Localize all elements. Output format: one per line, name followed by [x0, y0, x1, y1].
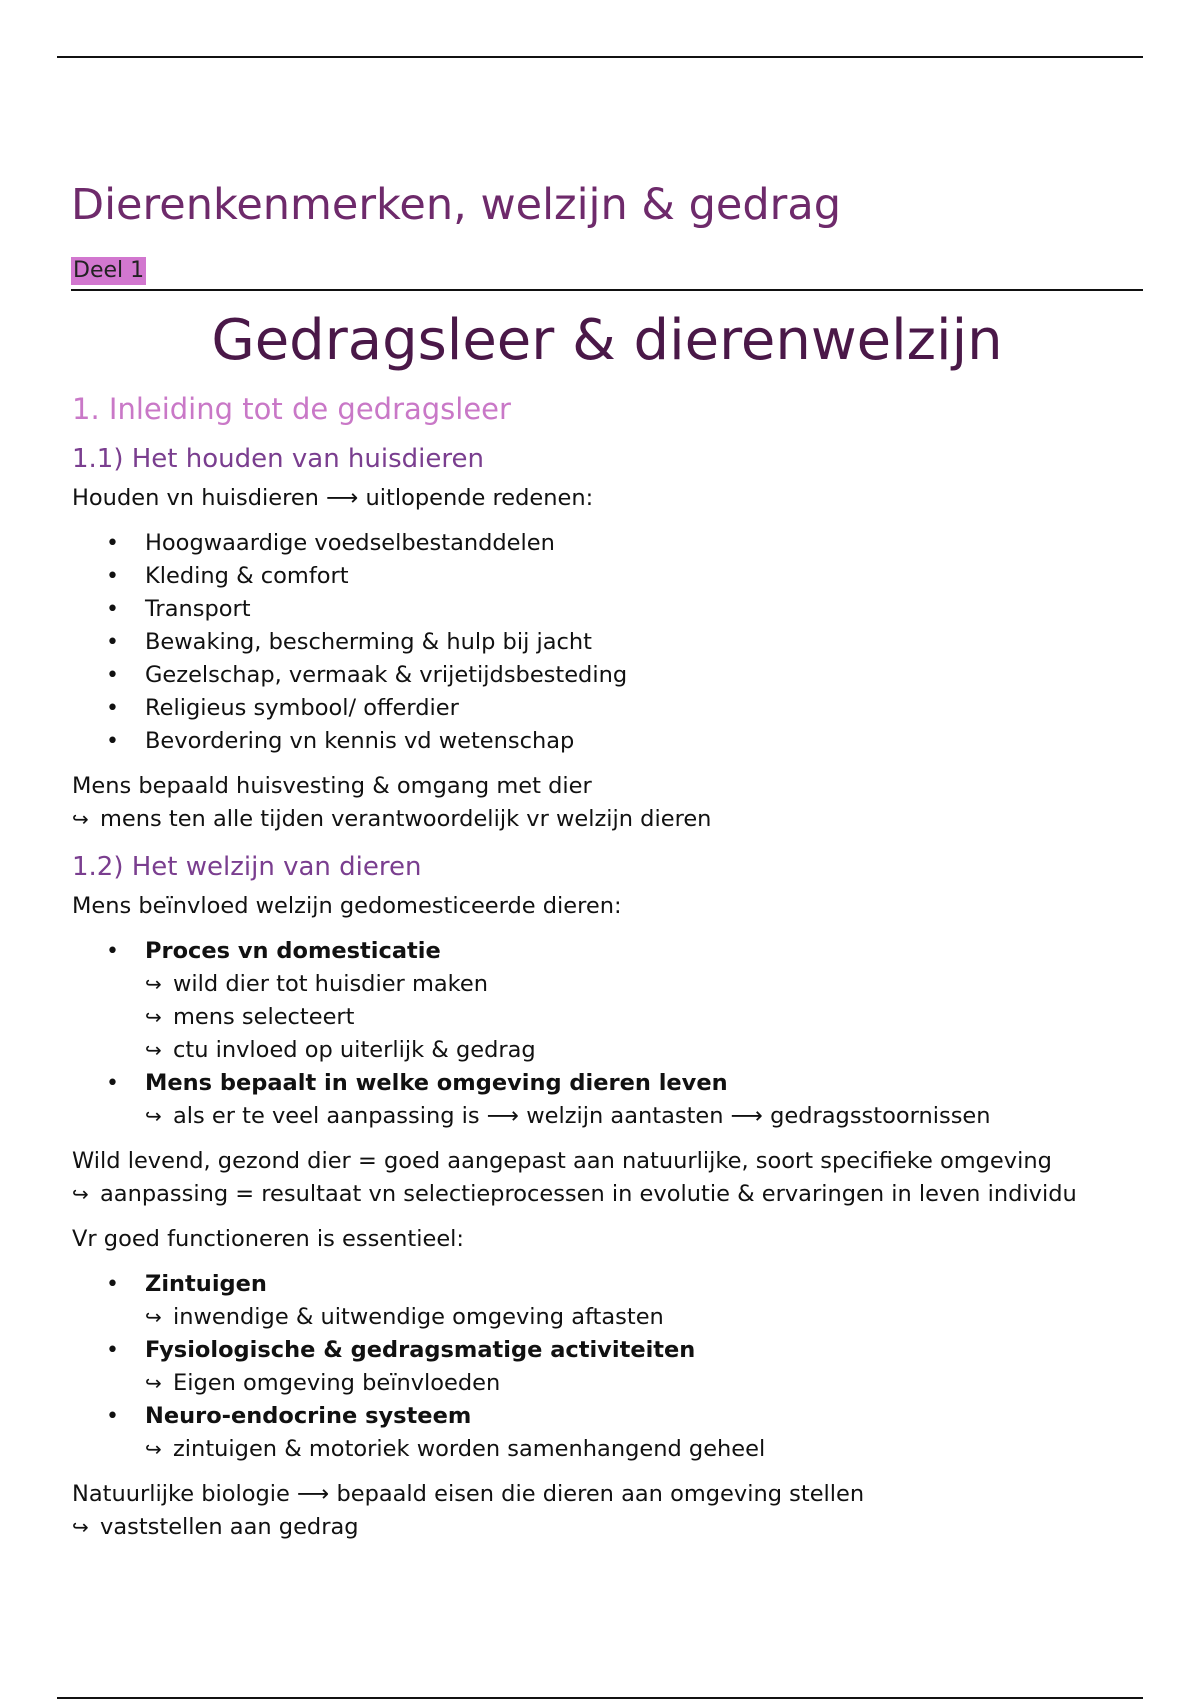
- list-item: • Fysiologische & gedragsmatige activiteiten ↪ Eigen omgeving beïnvloeden: [72, 1334, 1142, 1400]
- arrow-hook-icon: ↪: [145, 1005, 162, 1029]
- influence-list: [72, 935, 1142, 1133]
- bullet-icon: •: [106, 597, 119, 622]
- main-title: Gedragsleer & dierenwelzijn: [211, 308, 1003, 373]
- paragraph: Vr goed functioneren is essentieel:: [72, 1226, 464, 1252]
- bullet-icon: •: [106, 1338, 119, 1363]
- reasons-list: [72, 527, 1142, 758]
- arrow-hook-icon: ↪: [145, 1104, 162, 1128]
- bullet-icon: •: [106, 531, 119, 556]
- arrow-hook-icon: ↪: [145, 1305, 162, 1329]
- list-item: • Zintuigen ↪ inwendige & uitwendige omgeving aftasten: [72, 1268, 1142, 1334]
- bullet-icon: •: [106, 1071, 119, 1096]
- bullet-icon: •: [106, 564, 119, 589]
- bullet-icon: •: [106, 729, 119, 754]
- part-label-highlight: Deel 1: [73, 258, 145, 283]
- list-item: • Mens bepaalt in welke omgeving dieren leven ↪ als er te veel aanpassing is ⟶ welzijn aantasten ⟶ gedragsstoornissen: [72, 1067, 1142, 1133]
- paragraph: Mens beïnvloed welzijn gedomesticeerde dieren:: [72, 893, 622, 919]
- list-item: • Transport: [72, 593, 1142, 626]
- arrow-hook-icon: ↪: [145, 1437, 162, 1461]
- bullet-icon: •: [106, 663, 119, 688]
- bullet-icon: •: [106, 630, 119, 655]
- list-item: • Religieus symbool/ offerdier: [72, 692, 1142, 725]
- list-item: • Neuro-endocrine systeem ↪ zintuigen & motoriek worden samenhangend geheel: [72, 1400, 1142, 1466]
- arrow-hook-icon: ↪: [72, 1515, 89, 1539]
- list-item: • Bewaking, bescherming & hulp bij jacht: [72, 626, 1142, 659]
- title-rule: [71, 289, 1143, 291]
- paragraph: Natuurlijke biologie ⟶ bepaald eisen die dieren aan omgeving stellen ↪ vaststellen aan gedrag: [72, 1478, 1142, 1544]
- document-body: [72, 390, 1142, 1556]
- bullet-icon: •: [106, 1272, 119, 1297]
- essentials-list: [72, 1268, 1142, 1466]
- arrow-hook-icon: ↪: [145, 972, 162, 996]
- bullet-icon: •: [106, 939, 119, 964]
- subsection-heading-1-1: 1.1) Het houden van huisdieren: [72, 444, 484, 474]
- subsection-heading-1-2: 1.2) Het welzijn van dieren: [72, 852, 422, 882]
- header-rule: [57, 56, 1143, 58]
- arrow-hook-icon: ↪: [72, 1182, 89, 1206]
- arrow-hook-icon: ↪: [145, 1371, 162, 1395]
- list-item: • Hoogwaardige voedselbestanddelen: [72, 527, 1142, 560]
- document-title: Dierenkenmerken, welzijn & gedrag: [71, 180, 841, 230]
- list-item: • Bevordering vn kennis vd wetenschap: [72, 725, 1142, 758]
- arrow-hook-icon: ↪: [145, 1038, 162, 1062]
- list-item: • Gezelschap, vermaak & vrijetijdsbesteding: [72, 659, 1142, 692]
- arrow-hook-icon: ↪: [72, 807, 89, 831]
- bullet-icon: •: [106, 696, 119, 721]
- list-item: • Kleding & comfort: [72, 560, 1142, 593]
- paragraph: Wild levend, gezond dier = goed aangepast aan natuurlijke, soort specifieke omgeving ↪ aanpassing = resultaat vn selectieprocessen in evolutie & ervaringen in leven individu: [72, 1145, 1142, 1211]
- paragraph: Houden vn huisdieren ⟶ uitlopende redenen:: [72, 485, 594, 511]
- bullet-icon: •: [106, 1404, 119, 1429]
- paragraph: Mens bepaald huisvesting & omgang met dier ↪ mens ten alle tijden verantwoordelijk vr welzijn dieren: [72, 770, 1142, 836]
- section-heading: 1. Inleiding tot de gedragsleer: [72, 392, 511, 426]
- footer-rule: [57, 1697, 1143, 1699]
- list-item: • Proces vn domesticatie ↪ wild dier tot huisdier maken ↪ mens selecteert ↪ ctu invloed op uiterlijk & gedrag: [72, 935, 1142, 1067]
